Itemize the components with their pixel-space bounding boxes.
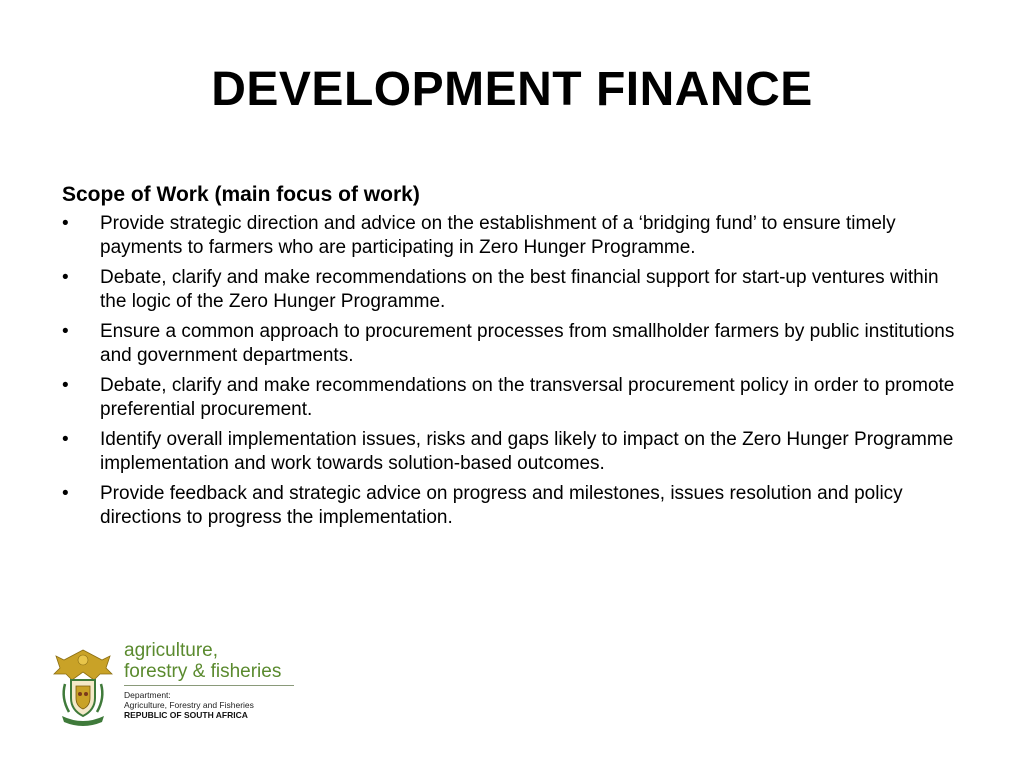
bullet-text: Provide strategic direction and advice on the establishment of a ‘bridging fund’ to ensure timely payments to farmers who are participating in Zero Hunger Programme.: [100, 213, 896, 258]
bullet-point-icon: •: [62, 321, 69, 342]
bullet-point-icon: •: [62, 429, 69, 450]
bullet-item: [62, 374, 967, 422]
bullet-point-icon: •: [62, 375, 69, 396]
bullet-item: [62, 428, 967, 476]
bullet-point-icon: •: [62, 267, 69, 288]
logo-divider: [124, 685, 294, 686]
bullet-list: [62, 212, 967, 530]
bullet-item: [62, 212, 967, 260]
bullet-item: [62, 320, 967, 368]
slide-title: DEVELOPMENT FINANCE: [211, 63, 813, 116]
country-name: REPUBLIC OF SOUTH AFRICA: [124, 710, 248, 720]
bullet-text: Identify overall implementation issues, risks and gaps likely to impact on the Zero Hunger Programme implementation and work towards solution-based outcomes.: [100, 429, 954, 474]
bullet-text: Debate, clarify and make recommendations on the best financial support for start-up ventures within the logic of the Zero Hunger Programme.: [100, 267, 939, 312]
section-heading: Scope of Work (main focus of work): [62, 183, 420, 206]
department-logo: [52, 640, 312, 730]
bullet-point-icon: •: [62, 483, 69, 504]
department-label: Department:: [124, 690, 171, 700]
logo-text: [124, 640, 314, 720]
bullet-point-icon: •: [62, 213, 69, 234]
bullet-item: [62, 482, 967, 530]
bullet-item: [62, 266, 967, 314]
bullet-text: Debate, clarify and make recommendations on the transversal procurement policy in order to promote preferential procurement.: [100, 375, 955, 420]
brand-line-1: agriculture,: [124, 640, 218, 661]
brand-line-2: forestry & fisheries: [124, 661, 282, 682]
bullet-text: Provide feedback and strategic advice on progress and milestones, issues resolution and policy directions to progress the implementation.: [100, 483, 903, 528]
department-name: Agriculture, Forestry and Fisheries: [124, 700, 254, 710]
bullet-text: Ensure a common approach to procurement processes from smallholder farmers by public institutions and government departments.: [100, 321, 955, 366]
slide-content: [62, 182, 967, 536]
coat-of-arms-icon: [52, 646, 114, 726]
